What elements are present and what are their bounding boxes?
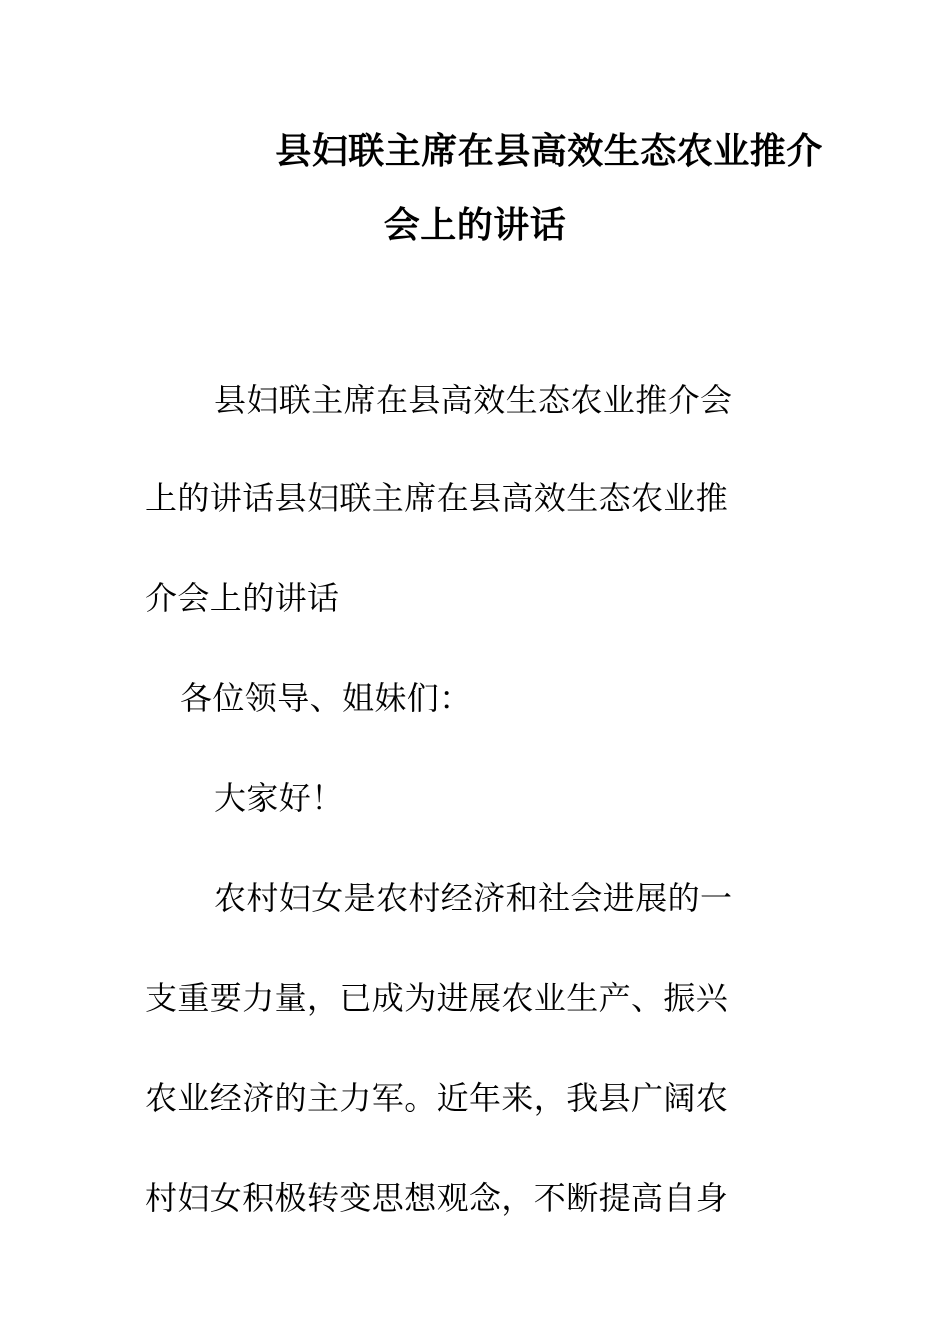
body-line-3: 介会上的讲话 — [145, 579, 340, 617]
salutation-line: 各位领导、姐妹们： — [180, 679, 472, 717]
document-title-line-2: 会上的讲话 — [383, 205, 567, 246]
body-line-8: 农业经济的主力军。近年来，我县广阔农 — [145, 1079, 729, 1117]
body-line-1: 县妇联主席在县高效生态农业推介会 — [214, 381, 733, 419]
body-line-7: 支重要力量，已成为进展农业生产、振兴 — [145, 979, 729, 1017]
greeting-line: 大家好！ — [214, 779, 344, 817]
body-line-6: 农村妇女是农村经济和社会进展的一 — [214, 879, 733, 917]
body-line-2: 上的讲话县妇联主席在县高效生态农业推 — [145, 479, 729, 517]
body-line-9: 村妇女积极转变思想观念，不断提高自身 — [145, 1179, 729, 1217]
document-title-line-1: 县妇联主席在县高效生态农业推介 — [275, 131, 823, 172]
